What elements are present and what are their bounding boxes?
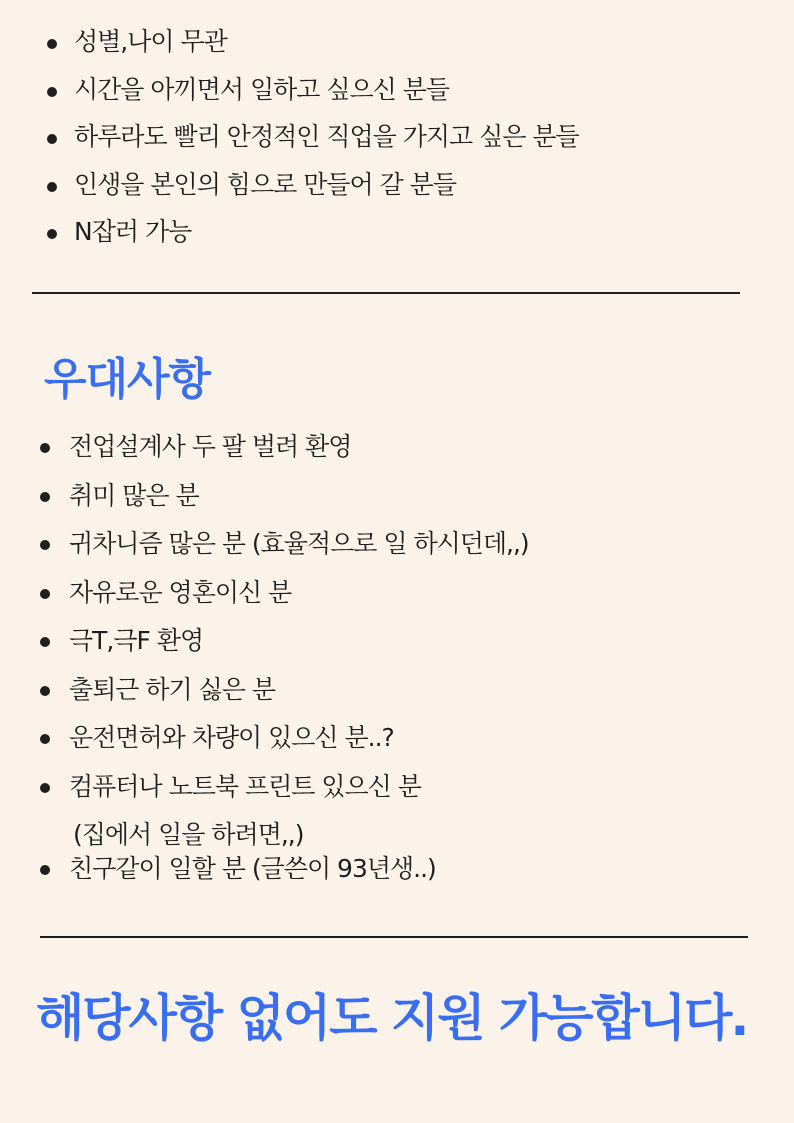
bullet-icon: [40, 492, 50, 502]
list-item-text: 전업설계사 두 팔 벌려 환영: [69, 432, 352, 461]
list-item-continuation: (집에서 일을 하려면,,): [73, 819, 304, 849]
list-item-text: 친구같이 일할 분 (글쓴이 93년생..): [69, 853, 436, 883]
bullet-icon: [40, 540, 50, 550]
list-item: [47, 214, 579, 262]
bullet-icon: [47, 229, 57, 239]
bullet-icon: [47, 39, 57, 49]
list-item-text: 컴퓨터나 노트북 프린트 있으신 분: [69, 771, 421, 801]
list-item: [47, 72, 579, 120]
section-heading: 우대사항: [44, 354, 211, 405]
list-item-text: 귀차니즘 많은 분 (효율적으로 일 하시던데,,): [69, 529, 529, 558]
bullet-icon: [40, 686, 50, 696]
list-item: [40, 576, 529, 625]
qualification-list: [47, 24, 579, 262]
bullet-icon: [40, 734, 50, 744]
bullet-icon: [40, 637, 50, 647]
bullet-icon: [47, 182, 57, 192]
list-item-text: 하루라도 빨리 안정적인 직업을 가지고 싶은 분들: [74, 122, 579, 151]
list-item: [40, 770, 529, 852]
list-item-text: 극T,극F 환영: [69, 626, 204, 655]
bullet-icon: [40, 783, 50, 793]
preferred-list: [40, 430, 529, 900]
list-item: [40, 430, 529, 479]
list-item-text: 시간을 아끼면서 일하고 싶으신 분들: [74, 74, 450, 104]
list-item-text: 자유로운 영혼이신 분: [69, 577, 292, 607]
list-item: [40, 527, 529, 576]
list-item: [40, 852, 529, 901]
list-item: [40, 624, 529, 673]
divider: [40, 936, 748, 938]
list-item: [47, 24, 579, 72]
list-item: [40, 479, 529, 528]
footer-note: 해당사항 없어도 지원 가능합니다.: [36, 989, 748, 1047]
list-item-text: 출퇴근 하기 싫은 분: [69, 674, 276, 704]
bullet-icon: [47, 87, 57, 97]
list-item-text: 운전면허와 차량이 있으신 분..?: [69, 723, 394, 752]
list-item: [40, 721, 529, 770]
list-item-text: N잡러 가능: [74, 217, 192, 246]
divider: [32, 292, 740, 294]
bullet-icon: [40, 589, 50, 599]
bullet-icon: [47, 134, 57, 144]
bullet-icon: [40, 443, 50, 453]
list-item-text: 취미 많은 분: [69, 480, 199, 510]
list-item: [40, 673, 529, 722]
bullet-icon: [40, 865, 50, 875]
list-item-text: 성별,나이 무관: [74, 27, 227, 56]
list-item-text: 인생을 본인의 힘으로 만들어 갈 분들: [74, 169, 456, 199]
list-item: [47, 119, 579, 167]
list-item: [47, 167, 579, 215]
